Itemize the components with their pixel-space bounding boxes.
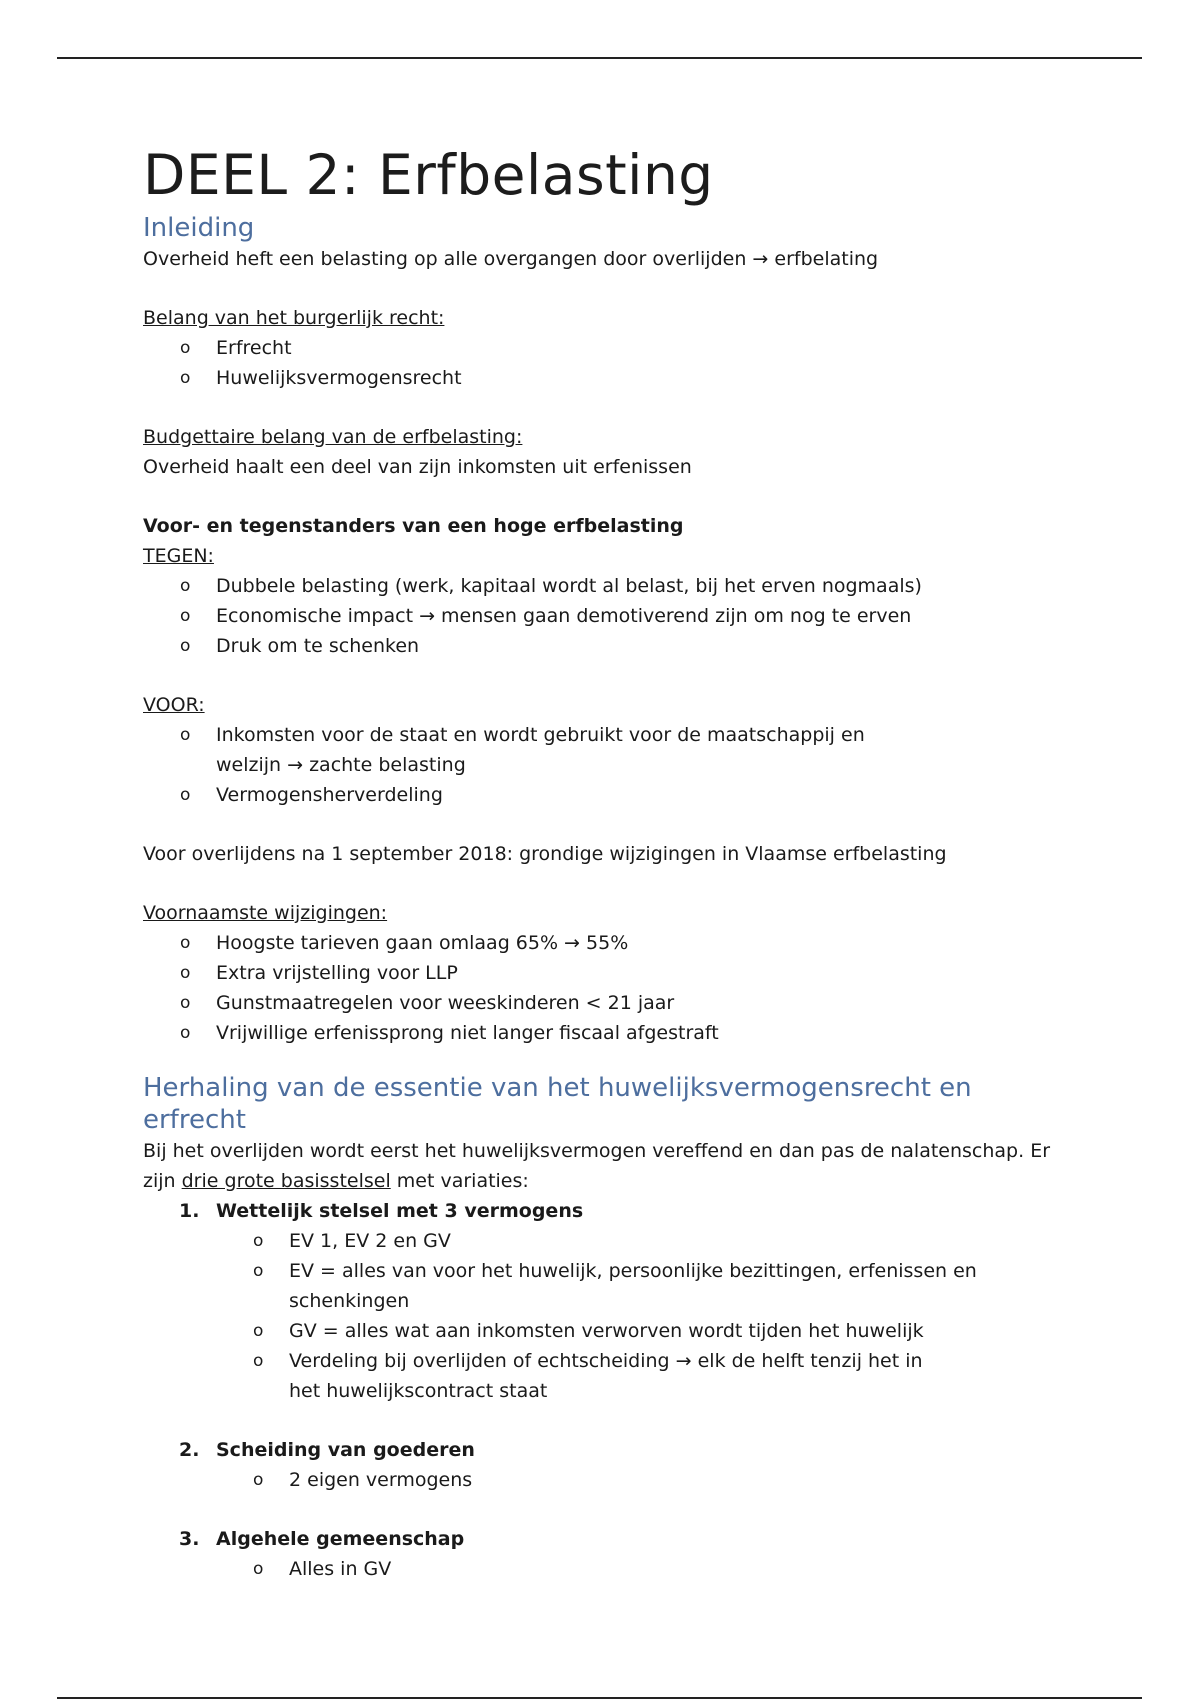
wijzigingen-intro: Voor overlijdens na 1 september 2018: grondige wijzigingen in Vlaamse erfbelasting bbox=[143, 843, 947, 865]
label-voor: VOOR: bbox=[143, 694, 205, 716]
list-item: o Alles in GV bbox=[143, 1554, 1103, 1584]
footer-rule bbox=[57, 1697, 1142, 1699]
list-item: o Hoogste tarieven gaan omlaag 65% → 55% bbox=[143, 928, 1103, 958]
list-item: o Erfrecht bbox=[143, 333, 1103, 363]
list-item: o Vrijwillige erfenissprong niet langer fiscaal afgestraft bbox=[143, 1018, 1103, 1048]
herhaling-intro-underlined: drie grote basisstelsel bbox=[181, 1170, 391, 1192]
stelsel-name: Algehele gemeenschap bbox=[216, 1528, 465, 1550]
list-tegen bbox=[143, 571, 1103, 661]
stelsel-item bbox=[143, 1196, 1103, 1406]
label-tegen: TEGEN: bbox=[143, 545, 214, 567]
stelsel-number: 3. bbox=[179, 1528, 200, 1550]
stelsel-name: Wettelijk stelsel met 3 vermogens bbox=[216, 1200, 584, 1222]
list-voor bbox=[143, 720, 1103, 810]
stelsel-sublist bbox=[143, 1226, 1103, 1406]
heading-herhaling: Herhaling van de essentie van het huwelijksvermogensrecht en erfrecht bbox=[143, 1073, 972, 1135]
list-item: o Verdeling bij overlijden of echtscheiding → elk de helft tenzij het in het huwelijkscontract staat bbox=[143, 1346, 1103, 1406]
list-item: o Huwelijksvermogensrecht bbox=[143, 363, 1103, 393]
list-item: o Economische impact → mensen gaan demotiverend zijn om nog te erven bbox=[143, 601, 1103, 631]
herhaling-intro bbox=[143, 1136, 1103, 1196]
stelsel-sublist bbox=[143, 1465, 1103, 1495]
list-item: o Vermogensherverdeling bbox=[143, 780, 1103, 810]
spacer bbox=[143, 274, 1103, 303]
list-belang-burgerlijk-recht bbox=[143, 333, 1103, 393]
spacer bbox=[143, 661, 1103, 690]
label-budgettaire-belang: Budgettaire belang van de erfbelasting: bbox=[143, 426, 523, 448]
list-item: o EV 1, EV 2 en GV bbox=[143, 1226, 1103, 1256]
stelsel-sublist bbox=[143, 1554, 1103, 1584]
spacer bbox=[143, 869, 1103, 898]
stelsel-item bbox=[143, 1524, 1103, 1584]
spacer bbox=[143, 393, 1103, 422]
header-rule bbox=[57, 57, 1142, 59]
inleiding-intro: Overheid heft een belasting op alle overgangen door overlijden → erfbelating bbox=[143, 248, 879, 270]
list-item: o Druk om te schenken bbox=[143, 631, 1103, 661]
list-item: o Extra vrijstelling voor LLP bbox=[143, 958, 1103, 988]
herhaling-intro-text: Bij het overlijden wordt eerst het huwelijksvermogen vereffend en dan pas de nalatenschap. Er zijn bbox=[143, 1140, 1051, 1192]
list-item: o Gunstmaatregelen voor weeskinderen < 21 jaar bbox=[143, 988, 1103, 1018]
heading-inleiding: Inleiding bbox=[143, 213, 255, 243]
spacer bbox=[143, 482, 1103, 511]
budgettaire-belang-text: Overheid haalt een deel van zijn inkomsten uit erfenissen bbox=[143, 456, 692, 478]
spacer bbox=[143, 810, 1103, 839]
document-title: DEEL 2: Erfbelasting bbox=[143, 143, 714, 207]
list-item: o 2 eigen vermogens bbox=[143, 1465, 1103, 1495]
list-stelsels bbox=[143, 1196, 1103, 1584]
list-item: o Dubbele belasting (werk, kapitaal wordt al belast, bij het erven nogmaals) bbox=[143, 571, 1103, 601]
list-wijzigingen bbox=[143, 928, 1103, 1048]
label-voornaamste-wijzigingen: Voornaamste wijzigingen: bbox=[143, 902, 388, 924]
stelsel-item bbox=[143, 1435, 1103, 1495]
label-voor-tegen: Voor- en tegenstanders van een hoge erfbelasting bbox=[143, 515, 684, 537]
list-item: o GV = alles wat aan inkomsten verworven wordt tijden het huwelijk bbox=[143, 1316, 1103, 1346]
list-item: o Inkomsten voor de staat en wordt gebruikt voor de maatschappij en welzijn → zachte belasting bbox=[143, 720, 1103, 780]
herhaling-intro-rest: met variaties: bbox=[390, 1170, 529, 1192]
document-page bbox=[143, 138, 1103, 1584]
list-item: o EV = alles van voor het huwelijk, persoonlijke bezittingen, erfenissen en schenkingen bbox=[143, 1256, 1103, 1316]
label-belang-burgerlijk-recht: Belang van het burgerlijk recht: bbox=[143, 307, 445, 329]
stelsel-number: 1. bbox=[179, 1200, 200, 1222]
stelsel-number: 2. bbox=[179, 1439, 200, 1461]
stelsel-name: Scheiding van goederen bbox=[216, 1439, 475, 1461]
